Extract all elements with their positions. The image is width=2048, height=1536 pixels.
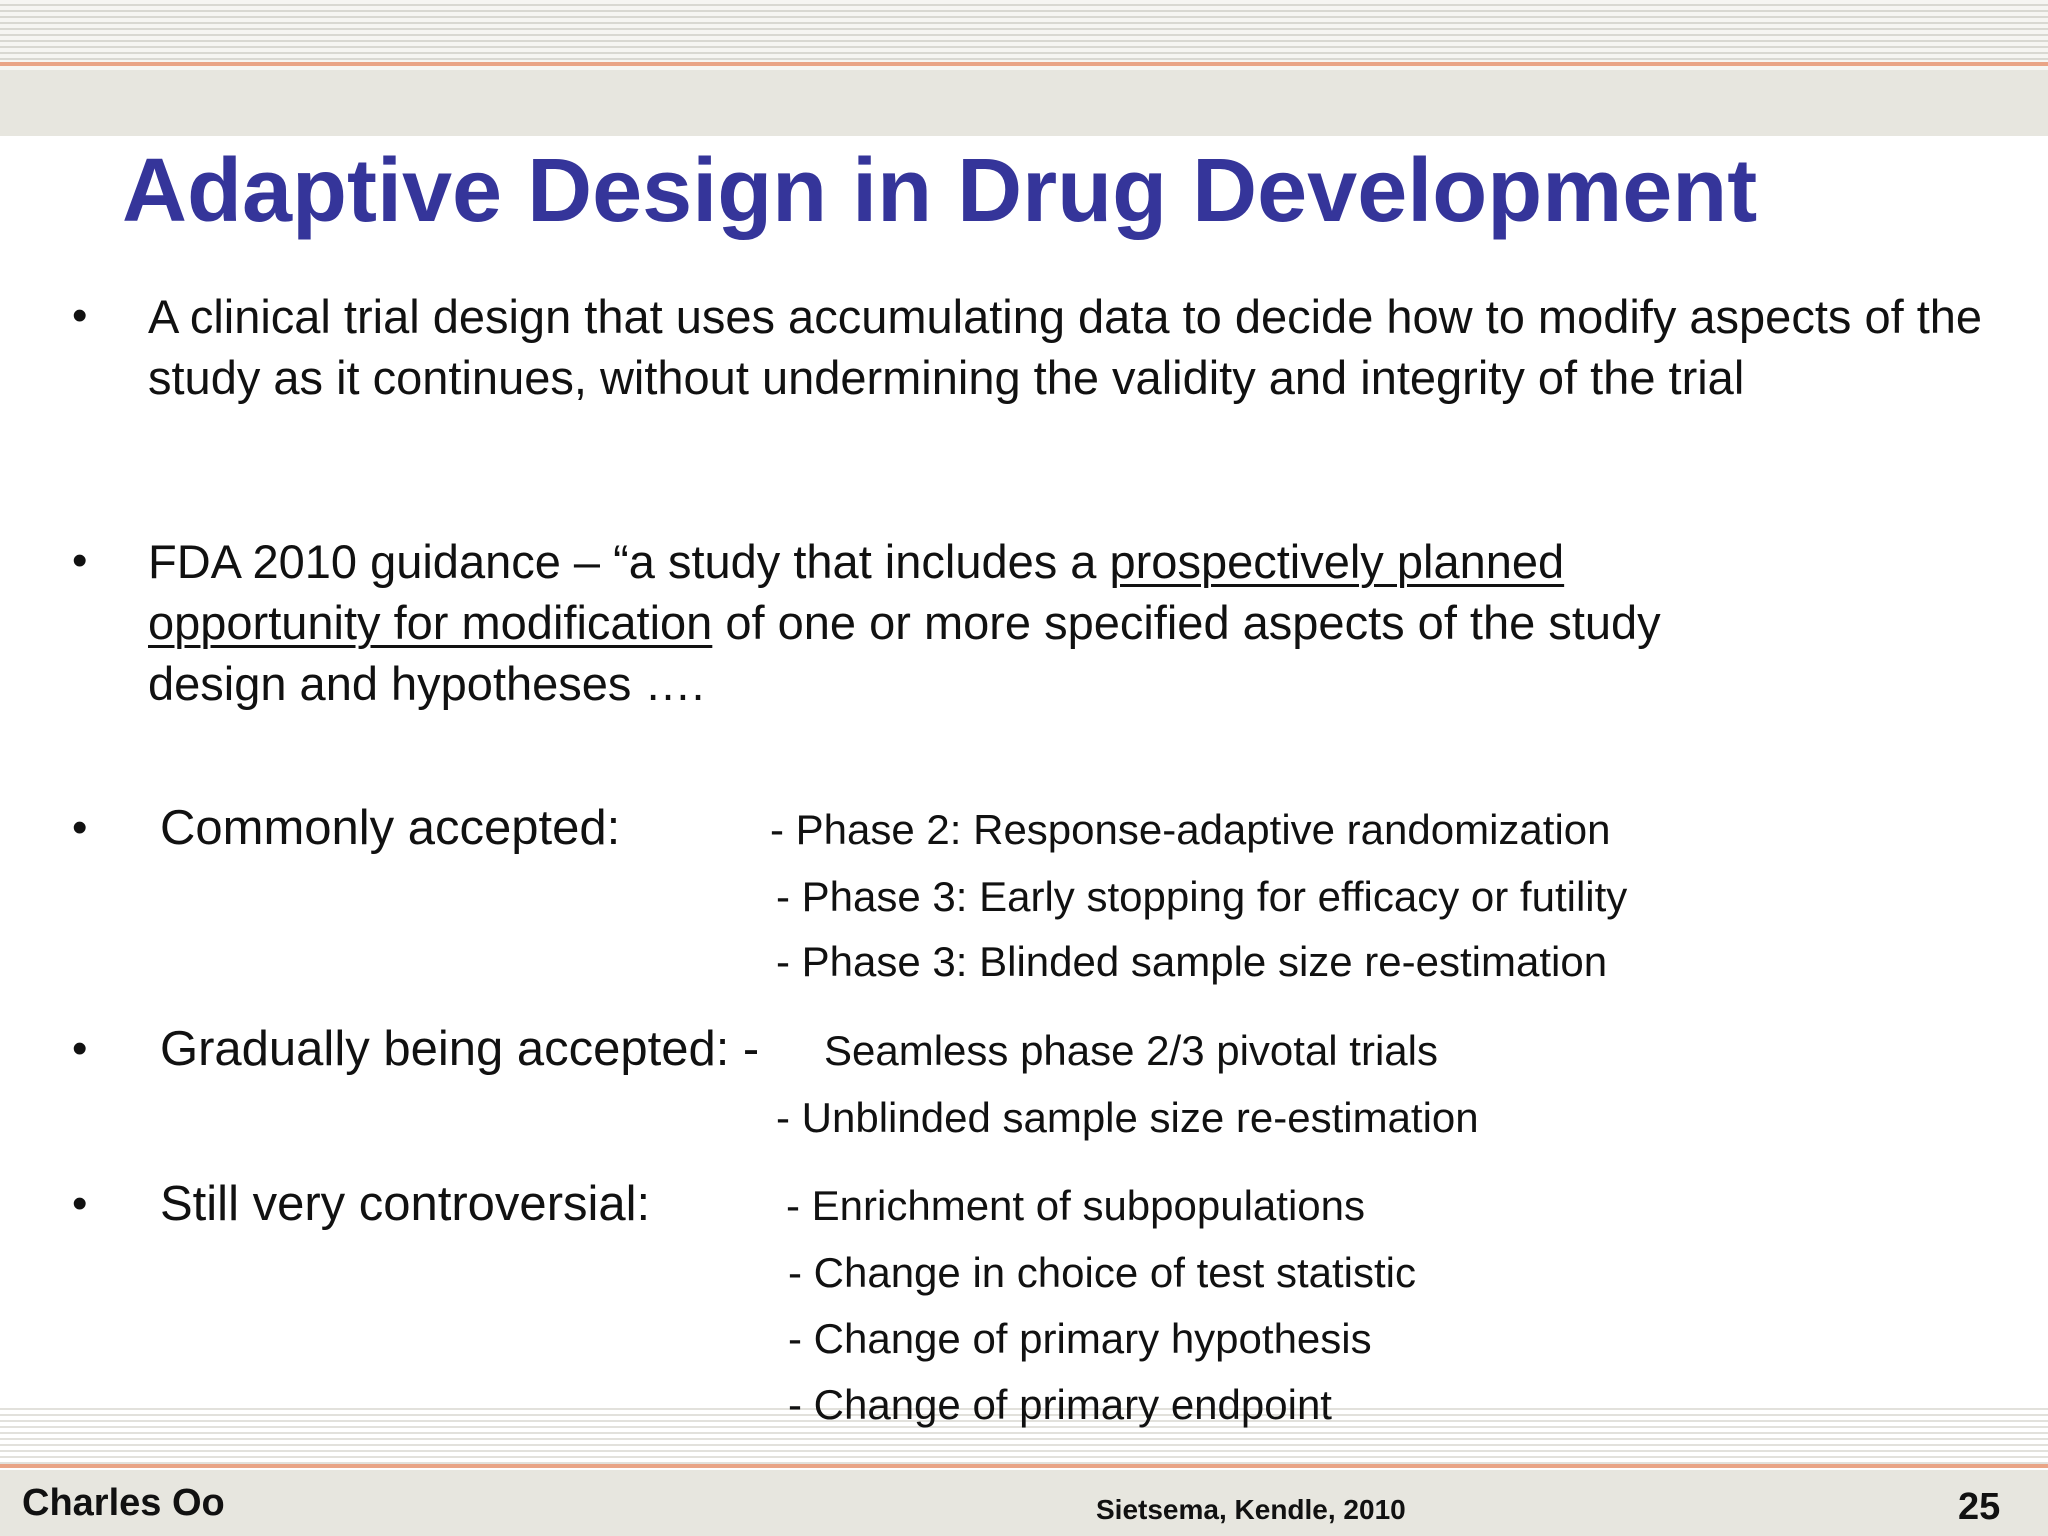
bullet-marker: • (72, 1179, 88, 1228)
group-item: - Phase 2: Response-adaptive randomization (770, 806, 1611, 853)
group-label-commonly-accepted: Commonly accepted: (160, 801, 621, 855)
bullet-marker: • (72, 291, 88, 340)
footer-accent-line (0, 1464, 2048, 1468)
group-item: - Change of primary endpoint (788, 1381, 1332, 1428)
fda-guidance-underlined: prospectively planned opportunity for modification (148, 535, 1565, 649)
group-item: - Enrichment of subpopulations (786, 1182, 1365, 1229)
fda-guidance-prefix: FDA 2010 guidance – “a study that includes a (148, 535, 1110, 588)
footer-citation: Sietsema, Kendle, 2010 (1096, 1494, 1406, 1525)
bullet-marker: • (72, 1024, 88, 1073)
footer-author: Charles Oo (22, 1482, 225, 1524)
bullet-fda-guidance (148, 531, 1808, 714)
slide-number: 25 (1958, 1486, 2001, 1528)
header-stripes (0, 0, 2048, 70)
fda-guidance-suffix: of one or more specified aspects of the study design and hypotheses …. (148, 596, 1661, 710)
header-band (0, 0, 2048, 136)
footer-band (0, 1470, 2048, 1536)
group-item: - Phase 3: Blinded sample size re-estimation (776, 938, 1608, 985)
group-item: - Change in choice of test statistic (788, 1249, 1416, 1296)
slide-title: Adaptive Design in Drug Development (122, 141, 1758, 241)
group-label-gradually-accepted: Gradually being accepted: - (160, 1022, 760, 1076)
group-item: - Change of primary hypothesis (788, 1315, 1372, 1362)
group-item: - Phase 3: Early stopping for efficacy or futility (776, 873, 1628, 920)
group-item: Seamless phase 2/3 pivotal trials (824, 1027, 1438, 1074)
bullet-definition-text: A clinical trial design that uses accumulating data to decide how to modify aspects of the study as it continues, without undermining the validity and integrity of the trial (148, 290, 1983, 404)
group-item: - Unblinded sample size re-estimation (776, 1094, 1479, 1141)
bullet-marker: • (72, 803, 88, 852)
group-label-still-controversial: Still very controversial: (160, 1177, 651, 1231)
bullet-marker: • (72, 536, 88, 585)
header-accent-line (0, 62, 2048, 66)
